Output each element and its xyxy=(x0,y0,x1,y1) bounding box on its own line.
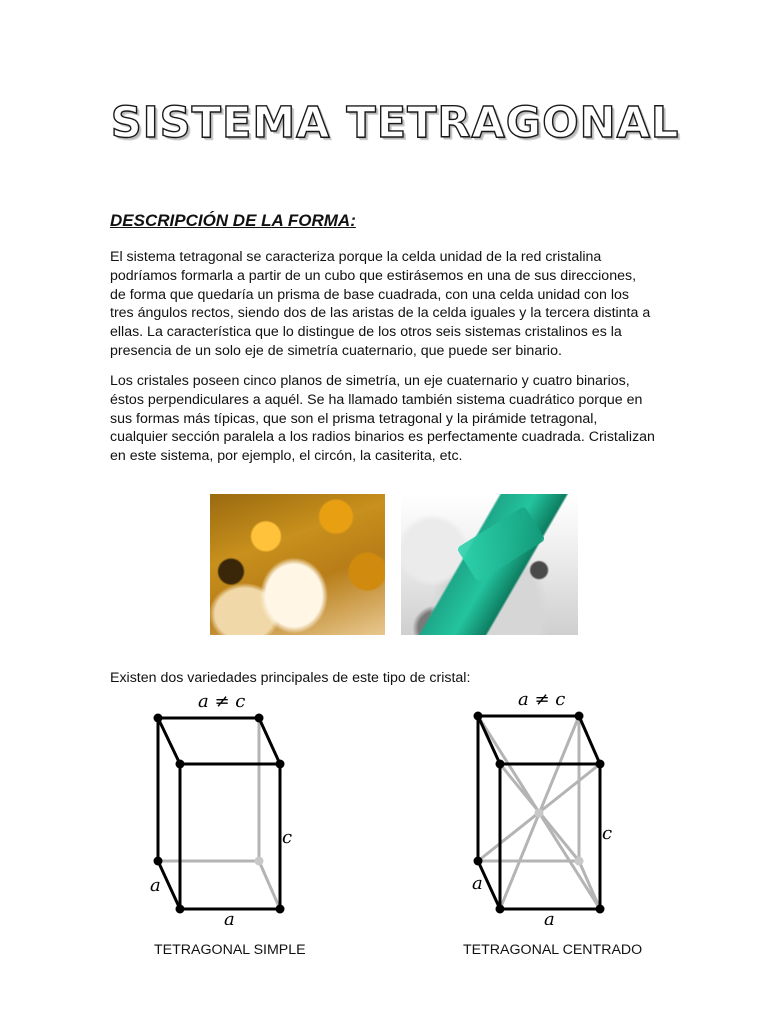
top-label: a ≠ c xyxy=(198,691,246,712)
varieties-intro: Existen dos variedades principales de este tipo de cristal: xyxy=(110,670,471,686)
bottom-label: a xyxy=(224,909,235,925)
caption-tetragonal-centrado: TETRAGONAL CENTRADO xyxy=(463,942,643,958)
description-paragraph-2: Los cristales poseen cinco planos de simetría, un eje cuaternario y cuatro binarios, éstos perpendiculares a aquél. Se ha llamado también sistema cuadrático porque en sus formas más típicas, que son el prisma tetragonal y la pirámide tetragonal, cualquier sección paralela a los radios binarios es perfectamente cuadrada. Cristalizan en este sistema, por ejemplo, el circón, la casiterita, etc. xyxy=(110,373,655,465)
crystal-photo-green xyxy=(401,494,578,635)
side-label: c xyxy=(282,827,293,848)
page-title: SISTEMA TETRAGONAL xyxy=(110,98,680,148)
depth-label: a xyxy=(150,875,161,896)
tetragonal-centered-diagram xyxy=(460,685,650,925)
tetragonal-simple-diagram xyxy=(140,685,330,925)
side-label: c xyxy=(602,823,613,844)
top-label: a ≠ c xyxy=(518,689,566,710)
depth-label: a xyxy=(472,873,483,894)
caption-tetragonal-simple: TETRAGONAL SIMPLE xyxy=(154,942,306,958)
description-paragraph-1: El sistema tetragonal se caracteriza porque la celda unidad de la red cristalina podríamos formarla a partir de un cubo que estirásemos en una de sus direcciones, de forma que quedaría un prisma de base cuadrada, con una celda unidad con los tres ángulos rectos, siendo dos de las aristas de la celda iguales y la tercera distinta a ellas. La característica que lo distingue de los otros seis sistemas cristalinos es la presencia de un solo eje de simetría cuaternario, que puede ser binario. xyxy=(110,249,651,359)
bottom-label: a xyxy=(544,909,555,925)
crystal-photo-yellow xyxy=(210,494,385,635)
section-heading: DESCRIPCIÓN DE LA FORMA: xyxy=(110,211,356,230)
